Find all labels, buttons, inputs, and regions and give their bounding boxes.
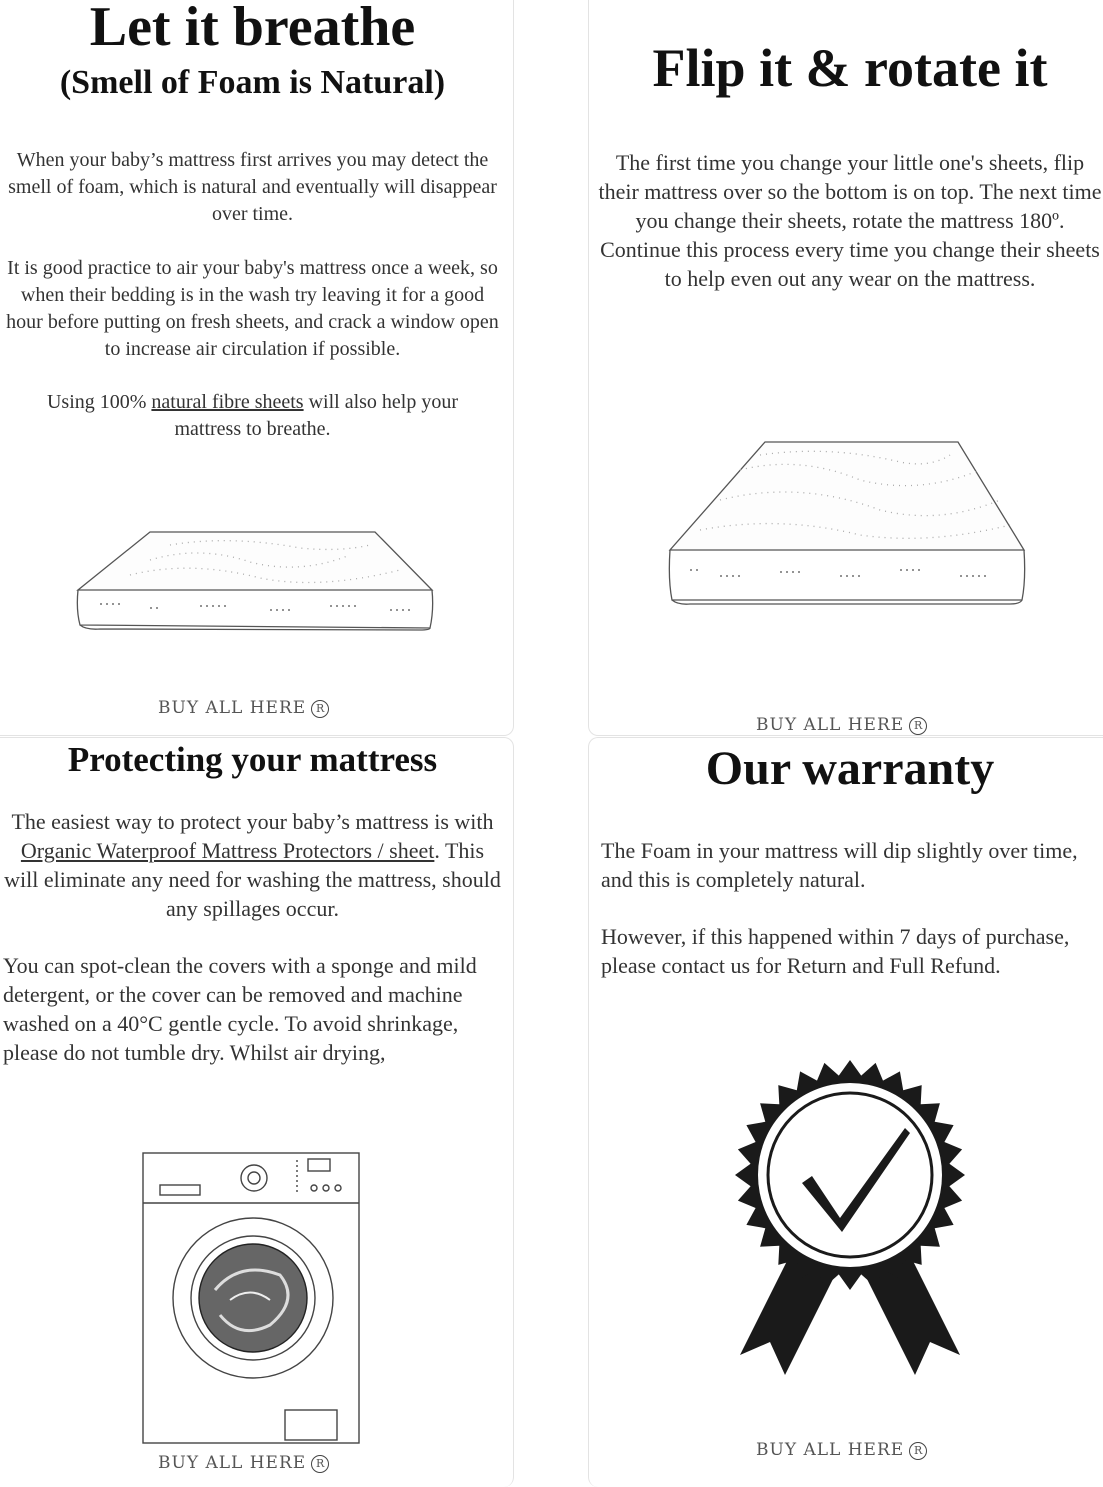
warranty-buy-all-here-link[interactable] [756, 1440, 927, 1460]
registered-mark-icon: R [909, 717, 927, 735]
card-flip-and-rotate [588, 0, 1103, 736]
registered-mark-icon: R [909, 1442, 927, 1460]
protect-para1-suffix: . This will eliminate any need for washing the mattress, should any spillages occur. [4, 838, 501, 921]
breathe-paragraph-1: When your baby’s mattress first arrives you may detect the smell of foam, which is natural and eventually will disappear over time. [8, 149, 497, 225]
protect-title: Protecting your mattress [67, 740, 438, 779]
protect-buy-label: BUY ALL HERE [158, 1453, 307, 1473]
protect-para1-prefix: The easiest way to protect your baby’s mattress is with [11, 809, 494, 834]
breathe-buy-label: BUY ALL HERE [158, 698, 307, 718]
warranty-paragraph-2: However, if this happened within 7 days of purchase, please contact us for Return and Full Refund. [601, 924, 1070, 978]
protect-paragraph-1 [4, 807, 501, 923]
flip-paragraph-1: The first time you change your little one's sheets, flip their mattress over so the bottom is on top. The next time you change their sheets, rotate the mattress 180º. Continue this process every time you change their sheets to help even out any wear on the mattress. [598, 150, 1102, 291]
breathe-paragraph-3 [20, 389, 485, 443]
breathe-subtitle: (Smell of Foam is Natural) [59, 64, 446, 101]
breathe-para3-prefix: Using 100% [46, 391, 152, 413]
breathe-paragraph-2: It is good practice to air your baby's mattress once a week, so when their bedding is in the wash try leaving it for a good hour before putting on fresh sheets, and crack a window open to increase air circulation if possible. [6, 257, 499, 360]
registered-mark-icon: R [311, 1455, 329, 1473]
breathe-para3-suffix: will also help your mattress to breathe. [174, 391, 459, 440]
registered-mark-icon: R [311, 700, 329, 718]
breathe-title: Let it breathe [89, 0, 416, 58]
card-let-it-breathe [0, 0, 514, 736]
breathe-buy-all-here-link[interactable] [158, 698, 329, 718]
warranty-buy-label: BUY ALL HERE [756, 1440, 905, 1460]
warranty-title: Our warranty [705, 742, 995, 795]
flip-title: Flip it & rotate it [652, 38, 1048, 98]
organic-waterproof-protectors-link[interactable]: Organic Waterproof Mattress Protectors / sheet [20, 838, 435, 863]
flip-buy-all-here-link[interactable] [756, 715, 927, 735]
protect-paragraph-2: You can spot-clean the covers with a sponge and mild detergent, or the cover can be removed and machine washed on a 40°C gentle cycle. To avoid shrinkage, please do not tumble dry. Whilst air drying, [3, 953, 477, 1065]
protect-buy-all-here-link[interactable] [158, 1453, 329, 1473]
warranty-paragraph-1: The Foam in your mattress will dip slightly over time, and this is completely natural. [601, 838, 1078, 892]
natural-fibre-sheets-link[interactable]: natural fibre sheets [151, 391, 304, 413]
flip-buy-label: BUY ALL HERE [756, 715, 905, 735]
